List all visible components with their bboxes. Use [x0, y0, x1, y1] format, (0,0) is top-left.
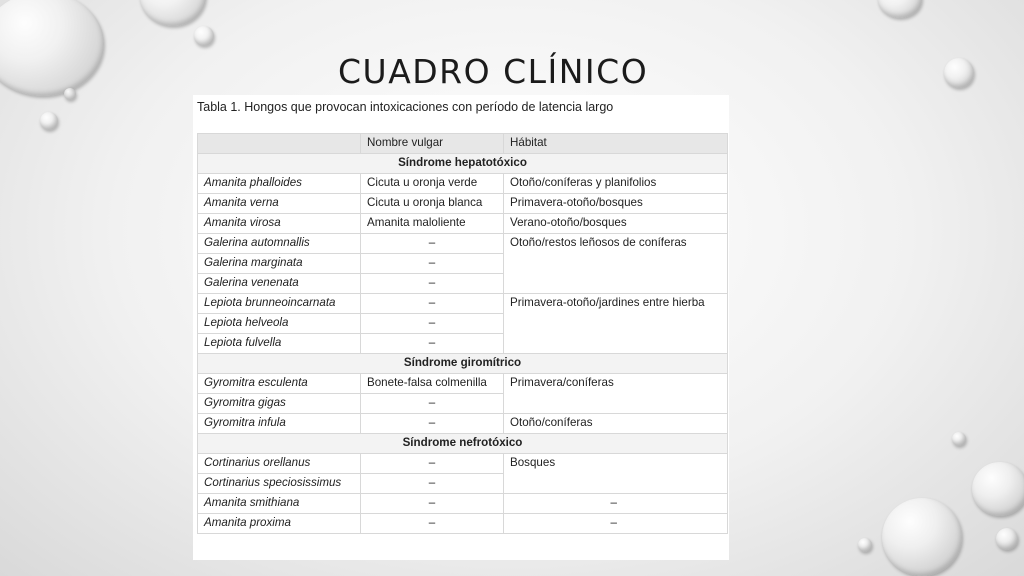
common-name-cell: Cicuta u oronja blanca	[361, 194, 504, 214]
common-name-cell: –	[361, 254, 504, 274]
habitat-cell: Bosques	[504, 454, 728, 494]
header-species	[198, 134, 361, 154]
common-name-cell: –	[361, 314, 504, 334]
water-drop-decoration	[952, 432, 966, 446]
section-title: Síndrome nefrotóxico	[198, 434, 728, 454]
water-drop-decoration	[0, 0, 104, 96]
common-name-cell: –	[361, 474, 504, 494]
species-cell: Amanita verna	[198, 194, 361, 214]
water-drop-decoration	[64, 88, 76, 100]
species-cell: Amanita smithiana	[198, 494, 361, 514]
water-drop-decoration	[858, 538, 872, 552]
common-name-cell: –	[361, 234, 504, 254]
common-name-cell: –	[361, 274, 504, 294]
table-row	[198, 214, 728, 234]
table-row	[198, 514, 728, 534]
section-title: Síndrome hepatotóxico	[198, 154, 728, 174]
water-drop-decoration	[944, 58, 974, 88]
table-row	[198, 374, 728, 394]
habitat-cell: Primavera-otoño/jardines entre hierba	[504, 294, 728, 354]
water-drop-decoration	[40, 112, 58, 130]
section-row	[198, 154, 728, 174]
slide-title: CUADRO CLÍNICO	[338, 52, 649, 91]
table-header-row	[198, 134, 728, 154]
common-name-cell: Cicuta u oronja verde	[361, 174, 504, 194]
water-drop-decoration	[878, 0, 922, 18]
habitat-cell: –	[504, 514, 728, 534]
habitat-cell: Otoño/coníferas y planifolios	[504, 174, 728, 194]
species-cell: Gyromitra esculenta	[198, 374, 361, 394]
species-cell: Gyromitra gigas	[198, 394, 361, 414]
water-drop-decoration	[194, 26, 214, 46]
common-name-cell: Bonete-falsa colmenilla	[361, 374, 504, 394]
species-cell: Lepiota fulvella	[198, 334, 361, 354]
common-name-cell: –	[361, 334, 504, 354]
header-habitat: Hábitat	[504, 134, 728, 154]
species-cell: Lepiota brunneoincarnata	[198, 294, 361, 314]
species-cell: Galerina marginata	[198, 254, 361, 274]
table-row	[198, 494, 728, 514]
table-row	[198, 234, 728, 254]
section-row	[198, 354, 728, 374]
table-row	[198, 194, 728, 214]
species-cell: Galerina venenata	[198, 274, 361, 294]
water-drop-decoration	[972, 462, 1024, 516]
species-cell: Lepiota helveola	[198, 314, 361, 334]
habitat-cell: Primavera/coníferas	[504, 374, 728, 414]
header-common-name: Nombre vulgar	[361, 134, 504, 154]
habitat-cell: –	[504, 494, 728, 514]
common-name-cell: –	[361, 454, 504, 474]
common-name-cell: –	[361, 414, 504, 434]
habitat-cell: Primavera-otoño/bosques	[504, 194, 728, 214]
species-cell: Amanita phalloides	[198, 174, 361, 194]
water-drop-decoration	[140, 0, 206, 26]
table-caption: Tabla 1. Hongos que provocan intoxicaciones con período de latencia largo	[197, 100, 614, 114]
habitat-cell: Otoño/restos leñosos de coníferas	[504, 234, 728, 294]
table-row	[198, 454, 728, 474]
species-cell: Amanita virosa	[198, 214, 361, 234]
water-drop-decoration	[882, 498, 962, 576]
habitat-cell: Verano-otoño/bosques	[504, 214, 728, 234]
species-cell: Amanita proxima	[198, 514, 361, 534]
common-name-cell: –	[361, 514, 504, 534]
table-row	[198, 174, 728, 194]
common-name-cell: –	[361, 394, 504, 414]
species-cell: Galerina automnallis	[198, 234, 361, 254]
table-row	[198, 294, 728, 314]
section-title: Síndrome giromítrico	[198, 354, 728, 374]
water-drop-decoration	[996, 528, 1018, 550]
species-cell: Cortinarius speciosissimus	[198, 474, 361, 494]
common-name-cell: –	[361, 294, 504, 314]
table-figure	[193, 95, 729, 560]
table-row	[198, 414, 728, 434]
common-name-cell: Amanita maloliente	[361, 214, 504, 234]
species-cell: Cortinarius orellanus	[198, 454, 361, 474]
mushroom-table	[197, 133, 728, 534]
common-name-cell: –	[361, 494, 504, 514]
species-cell: Gyromitra infula	[198, 414, 361, 434]
habitat-cell: Otoño/coníferas	[504, 414, 728, 434]
section-row	[198, 434, 728, 454]
